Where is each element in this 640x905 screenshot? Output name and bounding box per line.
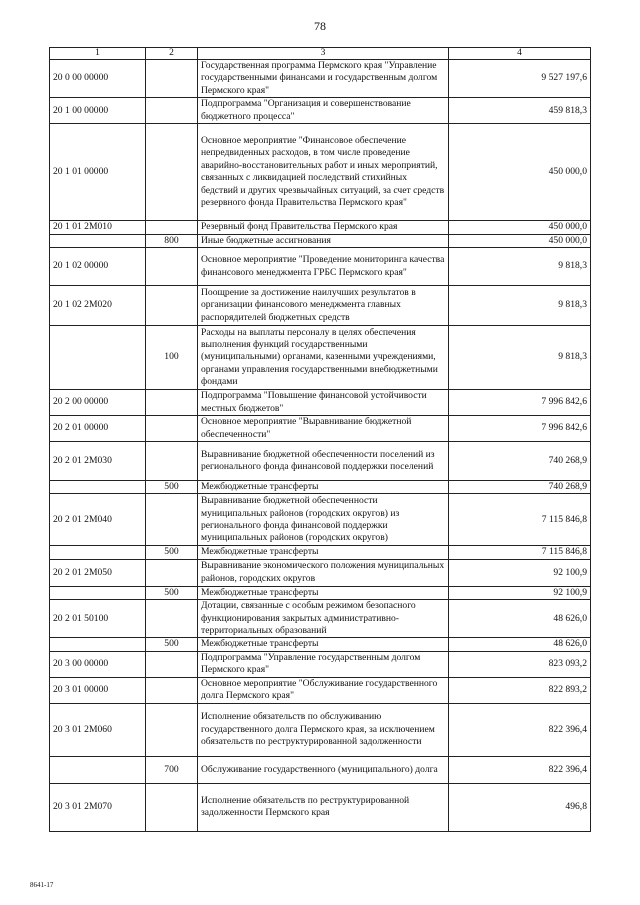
- row-amount: 740 268,9: [449, 442, 591, 481]
- row-name: Обслуживание государственного (муниципального) долга: [198, 756, 449, 783]
- row-amount: 7 996 842,6: [449, 390, 591, 416]
- row-name: Иные бюджетные ассигнования: [198, 234, 449, 247]
- row-expense-type: 500: [146, 481, 198, 494]
- row-amount: 9 527 197,6: [449, 60, 591, 98]
- row-name: Подпрограмма "Повышение финансовой устойчивости местных бюджетов": [198, 390, 449, 416]
- row-amount: 823 093,2: [449, 651, 591, 677]
- row-expense-type: [146, 559, 198, 586]
- row-expense-type: [146, 442, 198, 481]
- row-amount: 48 626,0: [449, 600, 591, 638]
- row-expense-type: [146, 221, 198, 234]
- table-row: [50, 651, 591, 677]
- row-expense-type: [146, 98, 198, 124]
- row-amount: 92 100,9: [449, 559, 591, 586]
- row-code: [50, 234, 146, 247]
- row-name: Резервный фонд Правительства Пермского края: [198, 221, 449, 234]
- row-expense-type: 500: [146, 546, 198, 559]
- table-row: [50, 586, 591, 599]
- row-expense-type: [146, 783, 198, 831]
- table-row: [50, 756, 591, 783]
- table-row: [50, 390, 591, 416]
- table-row: [50, 600, 591, 638]
- row-amount: 9 818,3: [449, 286, 591, 326]
- table-row: [50, 703, 591, 756]
- row-amount: 48 626,0: [449, 638, 591, 651]
- row-code: 20 2 01 00000: [50, 416, 146, 442]
- row-code: 20 3 01 2М070: [50, 783, 146, 831]
- row-expense-type: 800: [146, 234, 198, 247]
- row-amount: 7 996 842,6: [449, 416, 591, 442]
- table-row: [50, 124, 591, 221]
- table-row: [50, 326, 591, 390]
- table-header-row: [50, 48, 591, 60]
- row-amount: 450 000,0: [449, 124, 591, 221]
- row-code: 20 1 00 00000: [50, 98, 146, 124]
- row-code: 20 2 01 50100: [50, 600, 146, 638]
- row-name: Межбюджетные трансферты: [198, 546, 449, 559]
- row-amount: 459 818,3: [449, 98, 591, 124]
- row-code: 20 2 01 2М050: [50, 559, 146, 586]
- row-amount: 92 100,9: [449, 586, 591, 599]
- row-expense-type: [146, 600, 198, 638]
- table-row: [50, 494, 591, 546]
- row-name: Расходы на выплаты персоналу в целях обеспечения выполнения функций государственными (муниципальными) органами, казенными учреждениями, органами управления государственными внебюджетными фондами: [198, 326, 449, 390]
- table-row: [50, 416, 591, 442]
- row-name: Выравнивание экономического положения муниципальных районов, городских округов: [198, 559, 449, 586]
- row-expense-type: [146, 248, 198, 286]
- row-amount: 450 000,0: [449, 221, 591, 234]
- row-expense-type: [146, 390, 198, 416]
- row-code: 20 1 02 2М020: [50, 286, 146, 326]
- table-row: [50, 677, 591, 703]
- row-name: Межбюджетные трансферты: [198, 638, 449, 651]
- budget-table: [49, 47, 591, 832]
- row-code: [50, 326, 146, 390]
- row-name: Выравнивание бюджетной обеспеченности поселений из регионального фонда финансовой поддержки поселений: [198, 442, 449, 481]
- row-name: Выравнивание бюджетной обеспеченности муниципальных районов (городских округов) из регионального фонда финансовой поддержки муниципальных районов (городских округов): [198, 494, 449, 546]
- row-expense-type: [146, 677, 198, 703]
- row-code: [50, 481, 146, 494]
- row-name: Основное мероприятие "Финансовое обеспечение непредвиденных расходов, в том числе проведение аварийно-восстановительных работ и иных мероприятий, связанных с ликвидацией последствий стихийных бедствий и других чрезвычайных ситуаций, за счет средств резервного фонда Правительства Пермского края": [198, 124, 449, 221]
- row-code: 20 2 00 00000: [50, 390, 146, 416]
- row-code: 20 2 01 2М030: [50, 442, 146, 481]
- column-header-2: 2: [146, 48, 198, 60]
- row-name: Подпрограмма "Организация и совершенствование бюджетного процесса": [198, 98, 449, 124]
- row-expense-type: [146, 124, 198, 221]
- row-expense-type: 500: [146, 638, 198, 651]
- row-name: Межбюджетные трансферты: [198, 586, 449, 599]
- row-amount: 822 893,2: [449, 677, 591, 703]
- row-amount: 7 115 846,8: [449, 546, 591, 559]
- table-row: [50, 98, 591, 124]
- column-header-4: 4: [449, 48, 591, 60]
- row-name: Дотации, связанные с особым режимом безопасного функционирования закрытых административно-территориальных образований: [198, 600, 449, 638]
- row-name: Государственная программа Пермского края "Управление государственными финансами и государственным долгом Пермского края": [198, 60, 449, 98]
- row-amount: 9 818,3: [449, 326, 591, 390]
- table-row: [50, 783, 591, 831]
- row-expense-type: [146, 416, 198, 442]
- row-code: 20 3 01 2М060: [50, 703, 146, 756]
- row-code: 20 1 02 00000: [50, 248, 146, 286]
- row-amount: 7 115 846,8: [449, 494, 591, 546]
- document-code: 8641-17: [30, 881, 54, 889]
- row-code: 20 3 00 00000: [50, 651, 146, 677]
- row-name: Исполнение обязательств по реструктурированной задолженности Пермского края: [198, 783, 449, 831]
- row-expense-type: [146, 703, 198, 756]
- table-row: [50, 221, 591, 234]
- row-expense-type: [146, 651, 198, 677]
- row-amount: 496,8: [449, 783, 591, 831]
- row-expense-type: [146, 286, 198, 326]
- row-name: Поощрение за достижение наилучших результатов в организации финансового менеджмента главных распорядителей бюджетных средств: [198, 286, 449, 326]
- row-name: Основное мероприятие "Выравнивание бюджетной обеспеченности": [198, 416, 449, 442]
- row-code: [50, 638, 146, 651]
- row-code: [50, 546, 146, 559]
- table-row: [50, 559, 591, 586]
- row-name: Подпрограмма "Управление государственным долгом Пермского края": [198, 651, 449, 677]
- row-amount: 450 000,0: [449, 234, 591, 247]
- row-code: 20 3 01 00000: [50, 677, 146, 703]
- row-code: [50, 586, 146, 599]
- column-header-1: 1: [50, 48, 146, 60]
- row-amount: 740 268,9: [449, 481, 591, 494]
- page-number: 78: [314, 19, 326, 33]
- row-code: 20 0 00 00000: [50, 60, 146, 98]
- row-expense-type: 500: [146, 586, 198, 599]
- row-name: Межбюджетные трансферты: [198, 481, 449, 494]
- column-header-3: 3: [198, 48, 449, 60]
- row-code: [50, 756, 146, 783]
- row-expense-type: [146, 60, 198, 98]
- row-name: Основное мероприятие "Проведение мониторинга качества финансового менеджмента ГРБС Пермского края": [198, 248, 449, 286]
- table-row: [50, 442, 591, 481]
- row-expense-type: 700: [146, 756, 198, 783]
- row-code: 20 1 01 2М010: [50, 221, 146, 234]
- table-row: [50, 286, 591, 326]
- table-row: [50, 248, 591, 286]
- table-row: [50, 481, 591, 494]
- table-row: [50, 234, 591, 247]
- table-row: [50, 546, 591, 559]
- table-row: [50, 638, 591, 651]
- row-code: 20 1 01 00000: [50, 124, 146, 221]
- row-amount: 9 818,3: [449, 248, 591, 286]
- row-code: 20 2 01 2М040: [50, 494, 146, 546]
- row-expense-type: 100: [146, 326, 198, 390]
- row-name: Основное мероприятие "Обслуживание государственного долга Пермского края": [198, 677, 449, 703]
- table-row: [50, 60, 591, 98]
- row-amount: 822 396,4: [449, 703, 591, 756]
- row-amount: 822 396,4: [449, 756, 591, 783]
- row-expense-type: [146, 494, 198, 546]
- row-name: Исполнение обязательств по обслуживанию государственного долга Пермского края, за исключением обязательств по реструктурированной задолженности: [198, 703, 449, 756]
